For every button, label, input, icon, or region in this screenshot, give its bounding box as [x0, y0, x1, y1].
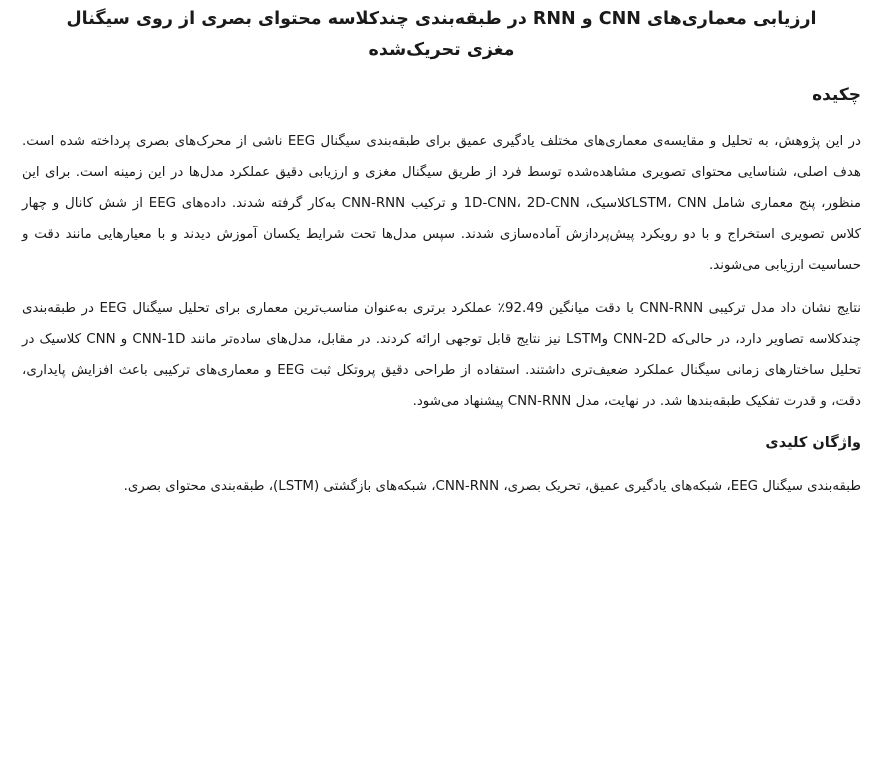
title-line-2: مغزی تحریک‌شده: [368, 40, 515, 60]
keywords-text: طبقه‌بندی سیگنال EEG، شبکه‌های یادگیری عمیق، تحریک بصری، CNN-RNN، شبکه‌های بازگشتی (LSTM)، طبقه‌بندی محتوای بصری.: [123, 479, 861, 494]
abstract-paragraph-1: در این پژوهش، به تحلیل و مقایسه‌ی معماری‌های مختلف یادگیری عمیق برای طبقه‌بندی سیگنال EEG ناشی از محرک‌های بصری پرداخته شده است. هدف اصلی، شناسایی محتوای تصویری مشاهده‌شده توسط فرد از طریق سیگنال مغزی و ارزیابی دقیق عملکرد مدل‌ها در این زمینه است. برای این منظور، پنج معماری شامل LSTM، CNNکلاسیک، 1D-CNN، 2D-CNN و ترکیب CNN-RNN به‌کار گرفته شدند. داده‌های EEG از شش کانال و چهار کلاس تصویری استخراج و با دو رویکرد پیش‌پردازش آماده‌سازی شدند. سپس مدل‌ها تحت شرایط یکسان آموزش دیدند و با معیارهایی مانند دقت و حساسیت ارزیابی می‌شوند.: [22, 134, 862, 273]
title-line-1: ارزیابی معماری‌های CNN و RNN در طبقه‌بندی چندکلاسه محتوای بصری از روی سیگنال: [66, 9, 817, 29]
keywords-heading: واژگان کلیدی: [765, 435, 861, 451]
abstract-paragraph-2: نتایج نشان داد مدل ترکیبی CNN-RNN با دقت میانگین 92.49٪ عملکرد برتری به‌عنوان مناسب‌ترین معماری برای تحلیل سیگنال EEG در طبقه‌بندی چندکلاسه تصاویر دارد، در حالی‌که CNN-2D وLSTM نیز نتایج قابل توجهی ارائه کردند. در مقابل، مدل‌های ساده‌تر مانند CNN-1D و CNN کلاسیک در تحلیل ساختارهای زمانی سیگنال عملکرد ضعیف‌تری داشتند. استفاده از طراحی دقیق پروتکل ثبت EEG و معماری‌های ترکیبی باعث افزایش پایداری، دقت، و قدرت تفکیک طبقه‌بندها شد. در نهایت، مدل CNN-RNN پیشنهاد می‌شود.: [22, 301, 862, 409]
paper-title: [22, 4, 861, 66]
abstract-heading: چکیده: [812, 85, 861, 105]
